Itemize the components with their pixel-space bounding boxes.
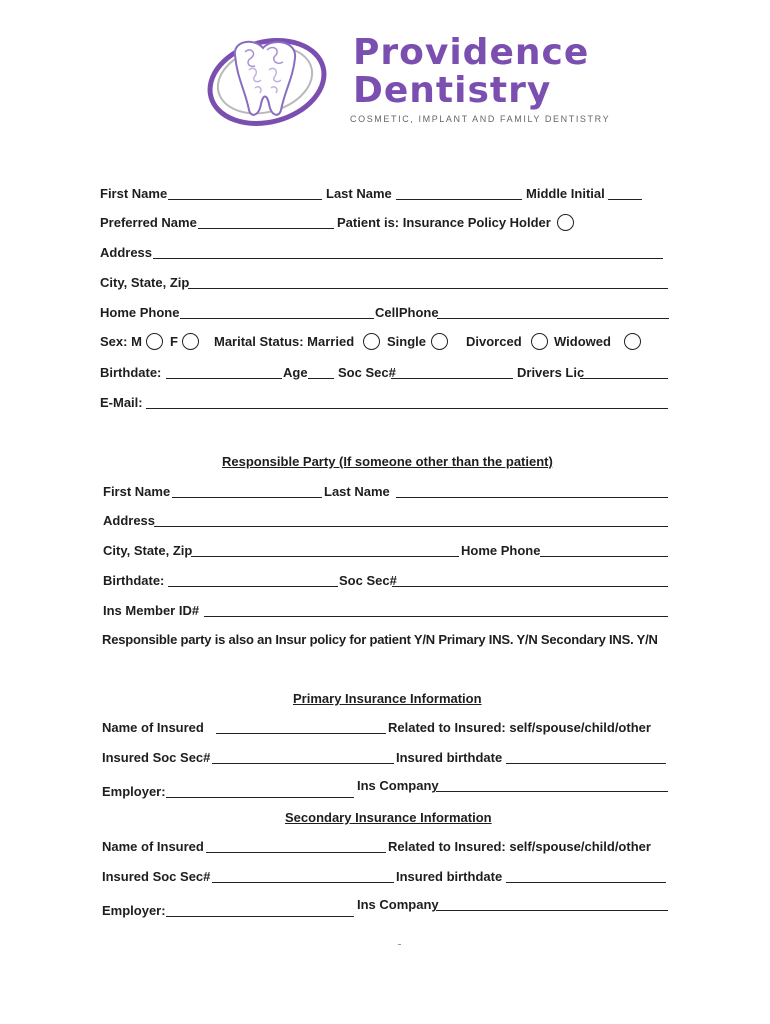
rp-birthdate-field[interactable] [168, 573, 338, 587]
sex-label: Sex: M [100, 334, 142, 349]
marital-status-label: Marital Status: Married [214, 334, 355, 349]
rp-home-phone-label: Home Phone [461, 543, 541, 558]
drivers-lic-field[interactable] [580, 365, 668, 379]
brand-name-line1: Providence [353, 32, 590, 73]
birthdate-field[interactable] [166, 365, 282, 379]
row-birthdate [0, 365, 770, 385]
age-label: Age [283, 365, 308, 380]
brand-name-line2: Dentistry [353, 70, 552, 111]
primary-insured-birthdate-label: Insured birthdate [396, 750, 503, 765]
single-label: Single [387, 334, 427, 349]
primary-employer-field[interactable] [166, 784, 354, 798]
soc-sec-field[interactable] [391, 365, 513, 379]
primary-ins-company-field[interactable] [436, 778, 668, 792]
row-primary-insured [0, 720, 770, 740]
city-state-zip-label: City, State, Zip [100, 275, 190, 290]
row-secondary-employer [0, 897, 770, 917]
secondary-insured-birthdate-field[interactable] [506, 869, 666, 883]
address-field[interactable] [153, 245, 663, 259]
row-preferred-name [0, 215, 770, 235]
divorced-label: Divorced [466, 334, 522, 349]
rp-last-name-field[interactable] [396, 484, 668, 498]
secondary-employer-field[interactable] [166, 903, 354, 917]
row-rp-policy [0, 632, 770, 652]
sex-f-radio[interactable] [182, 333, 199, 350]
middle-initial-field[interactable] [608, 186, 642, 200]
primary-name-of-insured-label: Name of Insured [102, 720, 204, 735]
row-rp-address [0, 513, 770, 533]
rp-soc-sec-field[interactable] [392, 573, 668, 587]
secondary-employer-label: Employer: [102, 903, 166, 918]
secondary-insured-birthdate-label: Insured birthdate [396, 869, 503, 884]
primary-ins-company-label: Ins Company [357, 778, 439, 793]
secondary-ins-company-field[interactable] [436, 897, 668, 911]
sex-f-label: F [170, 334, 178, 349]
primary-insurance-heading: Primary Insurance Information [293, 691, 482, 706]
row-primary-socsec [0, 750, 770, 770]
birthdate-label: Birthdate: [100, 365, 162, 380]
rp-first-name-label: First Name [103, 484, 171, 499]
row-address [0, 245, 770, 265]
age-field[interactable] [308, 365, 334, 379]
rp-birthdate-label: Birthdate: [103, 573, 165, 588]
rp-policy-statement: Responsible party is also an Insur policy for patient Y/N Primary INS. Y/N Secondary INS. Y/N [102, 632, 658, 647]
city-state-zip-field[interactable] [188, 275, 668, 289]
row-rp-birthdate [0, 573, 770, 593]
soc-sec-label: Soc Sec# [338, 365, 396, 380]
row-secondary-socsec [0, 869, 770, 889]
tooth-logo-icon [205, 30, 345, 135]
divorced-radio[interactable] [531, 333, 548, 350]
widowed-label: Widowed [554, 334, 611, 349]
row-email [0, 395, 770, 415]
secondary-name-of-insured-label: Name of Insured [102, 839, 204, 854]
home-phone-label: Home Phone [100, 305, 180, 320]
home-phone-field[interactable] [180, 305, 374, 319]
row-city-state-zip [0, 275, 770, 295]
rp-last-name-label: Last Name [324, 484, 390, 499]
row-rp-city [0, 543, 770, 563]
rp-first-name-field[interactable] [172, 484, 322, 498]
scan-artifact [398, 944, 401, 945]
secondary-insurance-heading: Secondary Insurance Information [285, 810, 492, 825]
row-patient-name [0, 186, 770, 206]
secondary-related-label: Related to Insured: self/spouse/child/other [388, 839, 651, 854]
middle-initial-label: Middle Initial [526, 186, 605, 201]
cell-phone-field[interactable] [437, 305, 669, 319]
brand-tagline: COSMETIC, IMPLANT AND FAMILY DENTISTRY [350, 114, 611, 124]
widowed-radio[interactable] [624, 333, 641, 350]
primary-name-of-insured-field[interactable] [216, 720, 386, 734]
address-label: Address [100, 245, 153, 260]
last-name-field[interactable] [396, 186, 522, 200]
row-phones [0, 305, 770, 325]
policy-holder-label: Patient is: Insurance Policy Holder [337, 215, 551, 230]
rp-home-phone-field[interactable] [540, 543, 668, 557]
drivers-lic-label: Drivers Lic [517, 365, 585, 380]
sex-m-radio[interactable] [146, 333, 163, 350]
preferred-name-label: Preferred Name [100, 215, 197, 230]
row-rp-member-id [0, 603, 770, 623]
married-radio[interactable] [363, 333, 380, 350]
rp-address-field[interactable] [154, 513, 668, 527]
rp-city-state-zip-label: City, State, Zip [103, 543, 193, 558]
first-name-field[interactable] [168, 186, 322, 200]
rp-address-label: Address [103, 513, 156, 528]
email-field[interactable] [146, 395, 668, 409]
rp-ins-member-id-field[interactable] [204, 603, 668, 617]
cell-phone-label: CellPhone [375, 305, 439, 320]
practice-logo [205, 30, 625, 135]
primary-insured-soc-sec-field[interactable] [212, 750, 394, 764]
secondary-insured-soc-sec-label: Insured Soc Sec# [102, 869, 211, 884]
rp-ins-member-id-label: Ins Member ID# [103, 603, 200, 618]
last-name-label: Last Name [326, 186, 392, 201]
rp-city-state-zip-field[interactable] [191, 543, 459, 557]
policy-holder-radio[interactable] [557, 214, 574, 231]
first-name-label: First Name [100, 186, 168, 201]
email-label: E-Mail: [100, 395, 143, 410]
row-rp-name [0, 484, 770, 504]
primary-insured-soc-sec-label: Insured Soc Sec# [102, 750, 211, 765]
rp-soc-sec-label: Soc Sec# [339, 573, 397, 588]
responsible-party-heading: Responsible Party (If someone other than the patient) [222, 454, 553, 469]
preferred-name-field[interactable] [198, 215, 334, 229]
primary-insured-birthdate-field[interactable] [506, 750, 666, 764]
single-radio[interactable] [431, 333, 448, 350]
secondary-ins-company-label: Ins Company [357, 897, 439, 912]
row-sex-marital [0, 334, 770, 354]
row-primary-employer [0, 778, 770, 798]
secondary-name-of-insured-field[interactable] [206, 839, 386, 853]
row-secondary-insured [0, 839, 770, 859]
secondary-insured-soc-sec-field[interactable] [212, 869, 394, 883]
primary-related-label: Related to Insured: self/spouse/child/other [388, 720, 651, 735]
primary-employer-label: Employer: [102, 784, 166, 799]
